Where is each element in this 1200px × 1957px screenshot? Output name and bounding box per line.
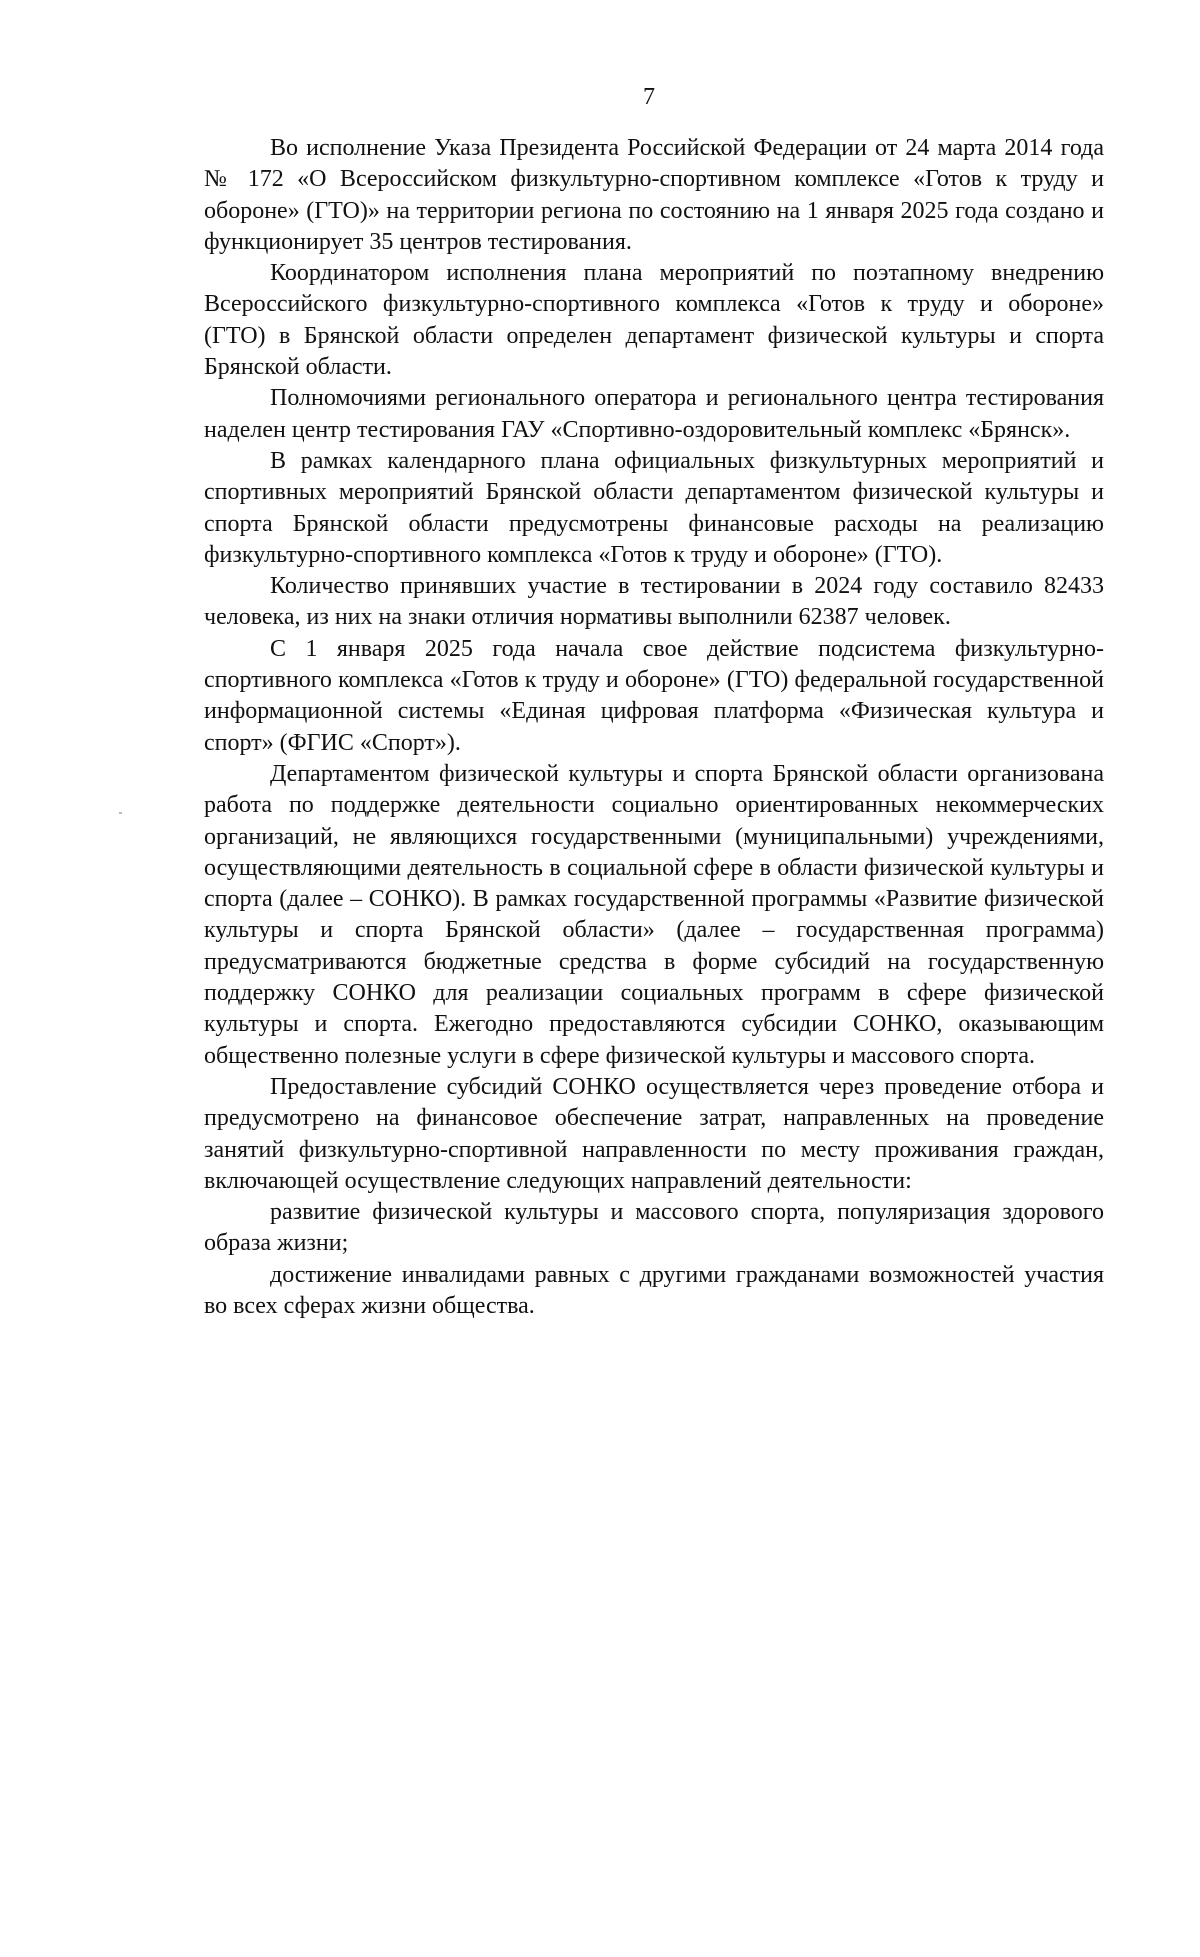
paragraph-fgis-sport: С 1 января 2025 года начала свое действие подсистема физкультурно-спортивного комплекса «Готов к труду и обороне» (ГТО) федеральной государственной информационной системы «Единая цифровая платформа «Физическая культура и спорт» (ФГИС «Спорт»). [204, 635, 1104, 756]
paragraph-coordinator: Координатором исполнения плана мероприятий по поэтапному внедрению Всероссийского физкультурно-спортивного комплекса «Готов к труду и обороне» (ГТО) в Брянской области определен департамент физической культуры и спорта Брянской области. [204, 260, 1104, 381]
list-item-mass-sport: развитие физической культуры и массового спорта, популяризация здорового образа жизни; [204, 1199, 1104, 1257]
list-item-disabled-opportunities: достижение инвалидами равных с другими гражданами возможностей участия во всех сферах жизни общества. [204, 1261, 1104, 1319]
paragraph-regional-operator: Полномочиями регионального оператора и регионального центра тестирования наделен центр тестирования ГАУ «Спортивно-оздоровительный комплекс «Брянск». [204, 385, 1104, 443]
paragraph-testing-statistics: Количество принявших участие в тестировании в 2024 году составило 82433 человека, из них на знаки отличия нормативы выполнили 62387 человек. [204, 573, 1104, 631]
document-body [204, 133, 1104, 1322]
paragraph-subsidy-selection: Предоставление субсидий СОНКО осуществляется через проведение отбора и предусмотрено на финансовое обеспечение затрат, направленных на проведение занятий физкультурно-спортивной направленности по месту проживания граждан, включающей осуществление следующих направлений деятельности: [204, 1073, 1104, 1194]
page-number: 7 [643, 84, 655, 110]
paragraph-calendar-plan: В рамках календарного плана официальных физкультурных мероприятий и спортивных мероприятий Брянской области департаментом физической культуры и спорта Брянской области предусмотрены финансовые расходы на реализацию физкультурно-спортивного комплекса «Готов к труду и обороне» (ГТО). [204, 447, 1104, 568]
paragraph-sonko-support: Департаментом физической культуры и спорта Брянской области организована работа по поддержке деятельности социально ориентированных некоммерческих организаций, не являющихся государственными (муниципальными) учреждениями, осуществляющими деятельность в социальной сфере в области физической культуры и спорта (далее – СОНКО). В рамках государственной программы «Развитие физической культуры и спорта Брянской области» (далее – государственная программа) предусматриваются бюджетные средства в форме субсидий на государственную поддержку СОНКО для реализации социальных программ в сфере физической культуры и спорта. Ежегодно предоставляются субсидии СОНКО, оказывающим общественно полезные услуги в сфере физической культуры и массового спорта. [204, 760, 1104, 1069]
paragraph-gto-decree: Во исполнение Указа Президента Российской Федерации от 24 марта 2014 года № 172 «О Всероссийском физкультурно-спортивном комплексе «Готов к труду и обороне» (ГТО)» на территории региона по состоянию на 1 января 2025 года создано и функционирует 35 центров тестирования. [204, 135, 1104, 255]
scan-speck [119, 812, 122, 814]
